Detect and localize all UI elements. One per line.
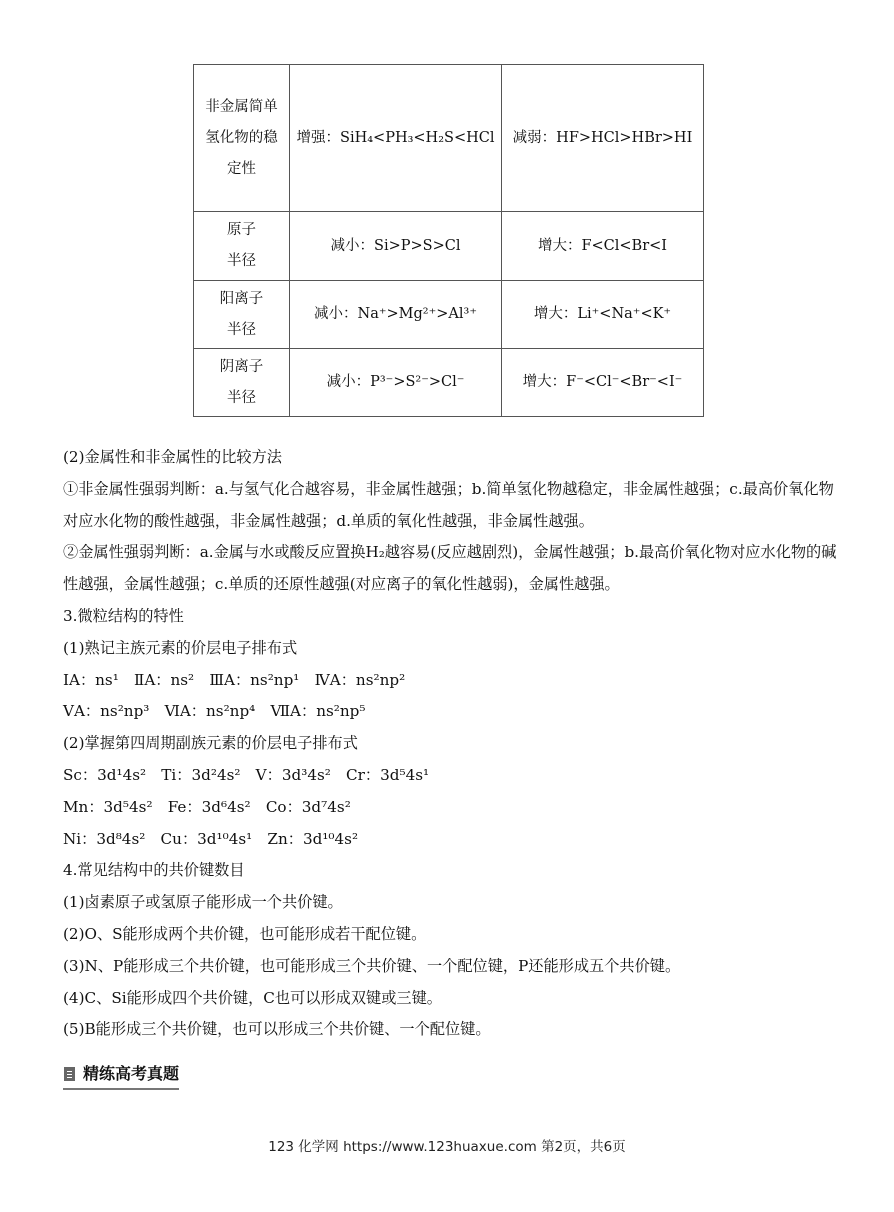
table-row (194, 212, 704, 281)
practice-section-heading (63, 1063, 179, 1090)
body-text (63, 442, 843, 1046)
table-row (194, 349, 704, 417)
subsection-heading: (2)金属性和非金属性的比较方法 (63, 448, 282, 466)
config-line: Ni：3d⁸4s² Cu：3d¹⁰4s¹ Zn：3d¹⁰4s² (63, 829, 359, 848)
row-label: 非金属简单氢化物的稳定性 (205, 98, 278, 177)
config-line: ⅠA：ns¹ ⅡA：ns² ⅢA：ns²np¹ ⅣA：ns²np² (63, 670, 406, 689)
section-title: 精练高考真题 (83, 1064, 180, 1083)
config-line: ⅤA：ns²np³ ⅥA：ns²np⁴ ⅦA：ns²np⁵ (63, 702, 366, 721)
list-item: (1)卤素原子或氢原子能形成一个共价键。 (63, 893, 343, 912)
document-icon (63, 1066, 77, 1082)
table-row (194, 65, 704, 212)
list-item: (3)N、P能形成三个共价键，也可能形成三个共价键、一个配位键，P还能形成五个共价键。 (63, 956, 681, 975)
period-trend-cell: 增强：SiH₄<PH₃<H₂S<HCl (290, 65, 502, 212)
group-trend-cell: 减弱：HF>HCl>HBr>HI (502, 65, 704, 212)
group-trend-cell: 增大：F<Cl<Br<I (502, 212, 704, 281)
paragraph-metal: ②金属性强弱判断：a.金属与水或酸反应置换H₂越容易(反应越剧烈)，金属性越强；b.最高价氧化物对应水化物的碱性越强，金属性越强；c.单质的还原性越强(对应离子的氧化性越弱)，金属性越强。 (63, 543, 837, 594)
list-item: (4)C、Si能形成四个共价键，C也可以形成双键或三键。 (63, 988, 442, 1007)
list-item: (2)O、S能形成两个共价键，也可能形成若干配位键。 (63, 924, 427, 943)
table-row (194, 281, 704, 349)
group-trend-cell: 增大：F⁻<Cl⁻<Br⁻<I⁻ (502, 349, 704, 417)
config-line: Sc：3d¹4s² Ti：3d²4s² V：3d³4s² Cr：3d⁵4s¹ (63, 765, 430, 784)
period-trend-cell: 减小：Na⁺>Mg²⁺>Al³⁺ (290, 281, 502, 349)
list-item: (5)B能形成三个共价键，也可以形成三个共价键、一个配位键。 (63, 1020, 491, 1039)
subsection-heading: (2)掌握第四周期副族元素的价层电子排布式 (63, 734, 358, 753)
config-line: Mn：3d⁵4s² Fe：3d⁶4s² Co：3d⁷4s² (63, 797, 351, 816)
group-trend-cell: 增大：Li⁺<Na⁺<K⁺ (502, 281, 704, 349)
section-heading: 3.微粒结构的特性 (63, 606, 184, 625)
period-trend-cell: 减小：Si>P>S>Cl (290, 212, 502, 281)
row-label: 原子半径 (227, 222, 256, 269)
periodic-trends-table (193, 64, 704, 417)
paragraph-nonmetal: ①非金属性强弱判断：a.与氢气化合越容易，非金属性越强；b.简单氢化物越稳定，非金属性越强；c.最高价氧化物对应水化物的酸性越强，非金属性越强；d.单质的氧化性越强，非金属性越强。 (63, 479, 834, 530)
period-trend-cell: 减小：P³⁻>S²⁻>Cl⁻ (290, 349, 502, 417)
page-footer: 123 化学网 https://www.123huaxue.com 第2页，共6页 (268, 1139, 626, 1155)
section-heading: 4.常见结构中的共价键数目 (63, 861, 245, 880)
row-label: 阴离子半径 (219, 358, 264, 406)
row-label: 阳离子半径 (219, 290, 264, 338)
subsection-heading: (1)熟记主族元素的价层电子排布式 (63, 638, 298, 657)
